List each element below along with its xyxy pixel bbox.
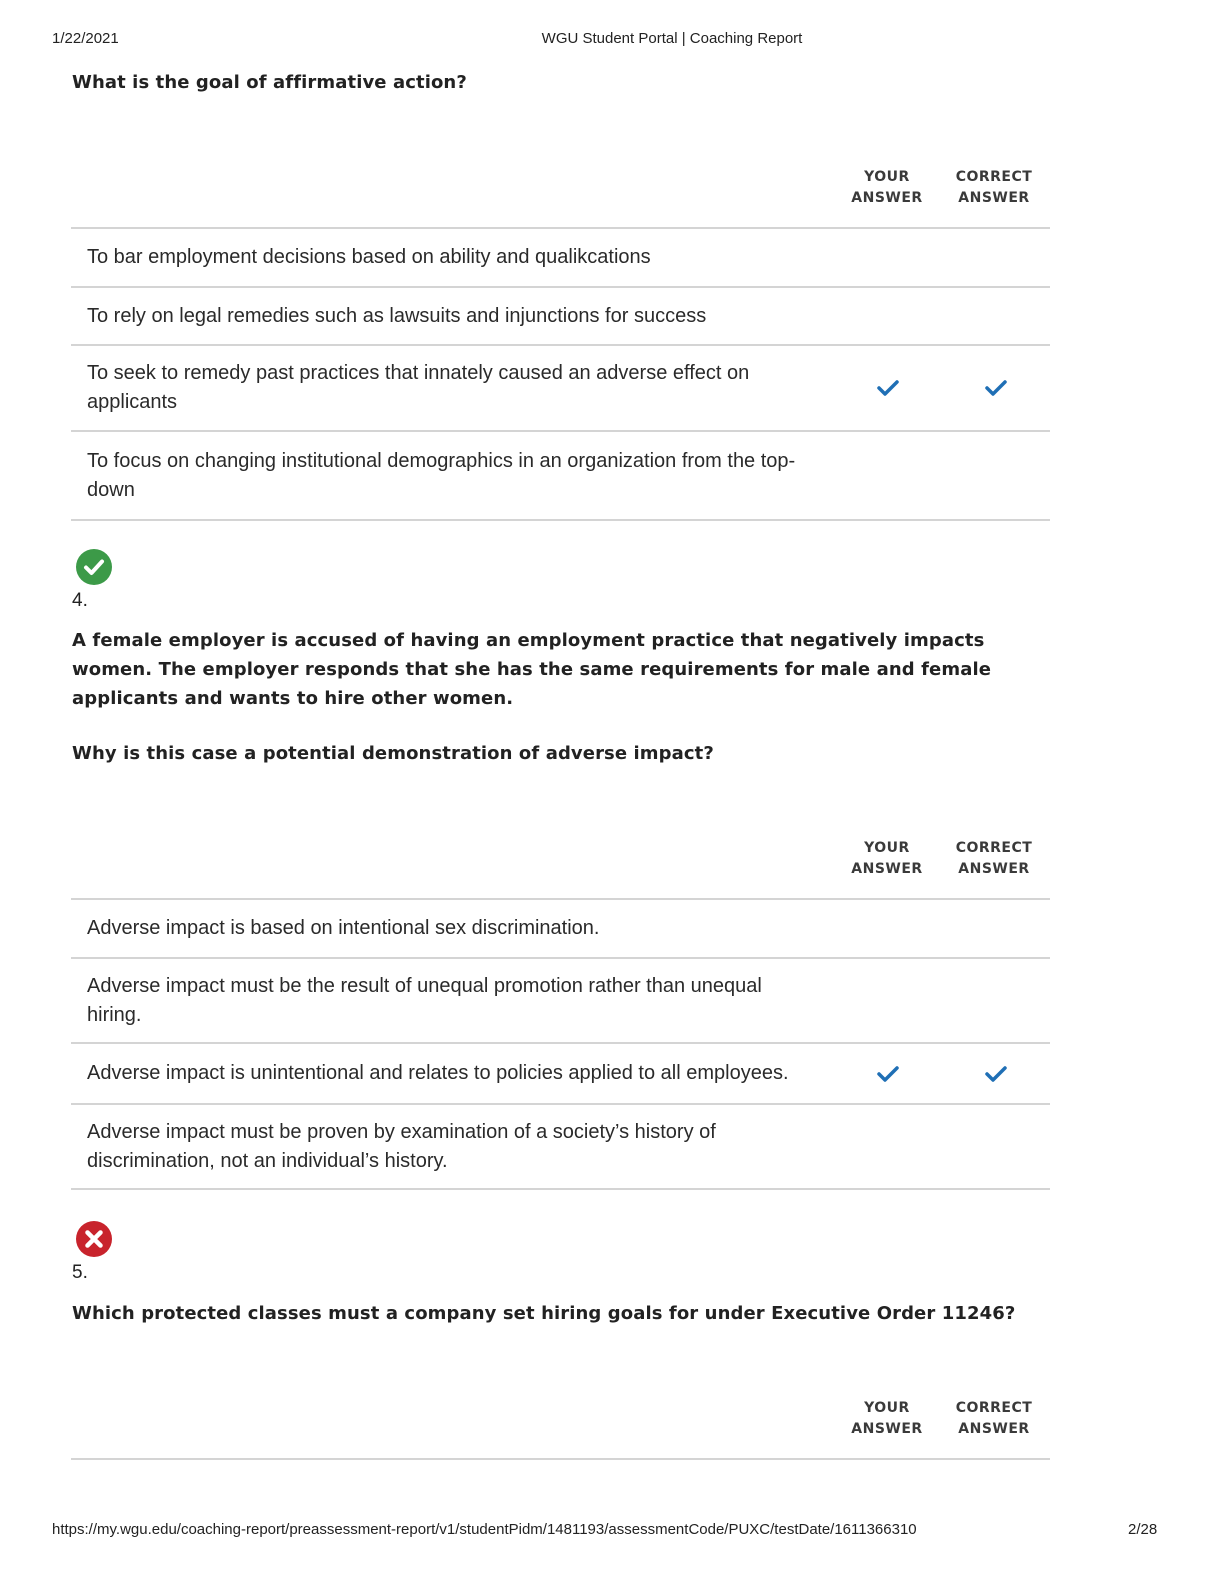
table-header bbox=[71, 1398, 1050, 1460]
answer-option-text: To rely on legal remedies such as lawsuits and injunctions for success bbox=[87, 304, 707, 327]
answer-table-q4 bbox=[71, 838, 1050, 1190]
answer-option-text: To seek to remedy past practices that innately caused an adverse effect on applicants bbox=[87, 362, 750, 413]
correct-answer-check-icon bbox=[984, 376, 1008, 400]
answer-option-row bbox=[71, 1044, 1050, 1105]
answer-option-text: Adverse impact must be proven by examination of a society’s history of discrimination, not an individual’s history. bbox=[87, 1120, 716, 1172]
answer-option-row bbox=[71, 288, 1050, 346]
answer-option-text: To focus on changing institutional demographics in an organization from the top-down bbox=[87, 449, 796, 501]
answer-table-q3 bbox=[71, 167, 1050, 521]
print-url: https://my.wgu.edu/coaching-report/preassessment-report/v1/studentPidm/1481193/assessmentCode/PUXC/testDate/1611366310 bbox=[52, 1521, 917, 1538]
answer-option-row bbox=[71, 432, 1050, 521]
page-number: 2/28 bbox=[1128, 1521, 1158, 1538]
correct-answer-check-icon bbox=[984, 1062, 1008, 1086]
correct-answer-header: CORRECT ANSWER bbox=[955, 169, 1033, 206]
question-4-stem: A female employer is accused of having an employment practice that negatively impacts women. The employer responds that she has the same requirements for male and female applicants and wants to hire other women. bbox=[72, 630, 992, 709]
answer-option-text: Adverse impact must be the result of unequal promotion rather than unequal hiring. bbox=[87, 974, 762, 1026]
answer-option-row bbox=[71, 346, 1050, 432]
check-circle-icon bbox=[75, 548, 113, 586]
question-4-text: Why is this case a potential demonstration of adverse impact? bbox=[72, 743, 714, 764]
answer-option-row bbox=[71, 900, 1050, 959]
your-answer-header: YOUR ANSWER bbox=[851, 169, 923, 206]
table-header bbox=[71, 167, 1050, 229]
correct-answer-header: CORRECT ANSWER bbox=[955, 1400, 1033, 1437]
answer-option-text: Adverse impact is unintentional and relates to policies applied to all employees. bbox=[87, 1062, 789, 1084]
print-date: 1/22/2021 bbox=[52, 30, 119, 47]
question-5-text: Which protected classes must a company set hiring goals for under Executive Order 11246? bbox=[72, 1303, 1016, 1324]
answer-table-q5 bbox=[71, 1398, 1050, 1460]
your-answer-check-icon bbox=[876, 1062, 900, 1086]
print-title: WGU Student Portal | Coaching Report bbox=[541, 30, 803, 47]
your-answer-header: YOUR ANSWER bbox=[851, 840, 923, 877]
your-answer-check-icon bbox=[876, 376, 900, 400]
answer-option-row bbox=[71, 229, 1050, 288]
answer-option-row bbox=[71, 1105, 1050, 1190]
answer-option-row bbox=[71, 959, 1050, 1044]
question-number: 5. bbox=[72, 1262, 88, 1283]
answer-option-text: Adverse impact is based on intentional sex discrimination. bbox=[87, 917, 600, 939]
correct-answer-header: CORRECT ANSWER bbox=[955, 840, 1033, 877]
answer-option-text: To bar employment decisions based on ability and qualikcations bbox=[87, 246, 651, 268]
question-number: 4. bbox=[72, 590, 88, 611]
your-answer-header: YOUR ANSWER bbox=[851, 1400, 923, 1437]
table-header bbox=[71, 838, 1050, 900]
question-3-text: What is the goal of affirmative action? bbox=[72, 72, 467, 93]
x-circle-icon bbox=[75, 1220, 113, 1258]
